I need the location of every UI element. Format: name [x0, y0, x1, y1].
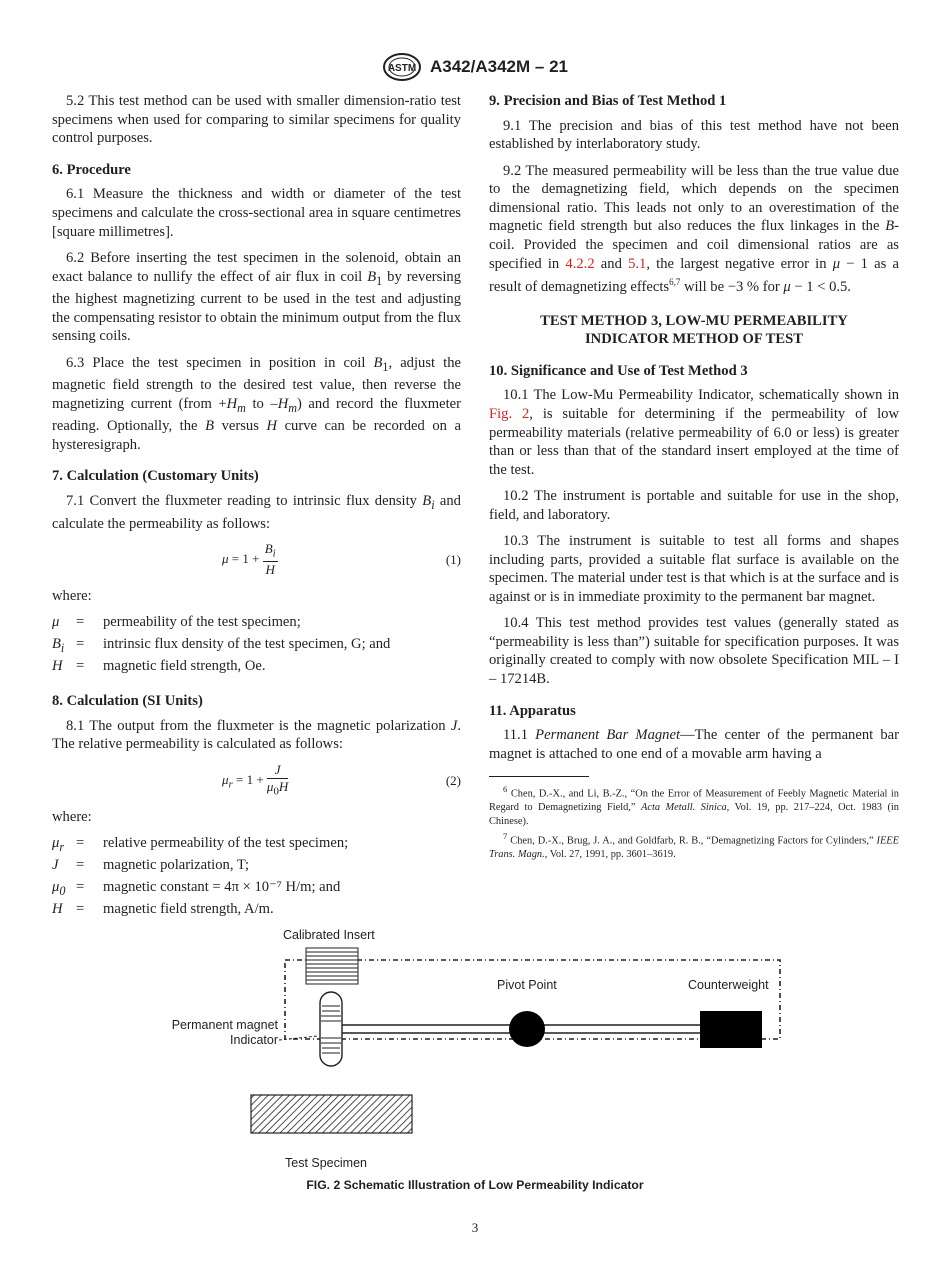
link-fig-2[interactable]: Fig. 2: [489, 405, 530, 422]
calibrated-insert: [306, 948, 358, 984]
heading-precision-bias: 9. Precision and Bias of Test Method 1: [489, 93, 727, 109]
para-10-1: 10.1 The Low-Mu Permeability Indicator, schematically shown in Fig. 2, is suitable for determining if the permeability of low permeability materials (relative permeability of 6.0 or less) is greater than or less than that of the standard insert employed at the time of the test.: [489, 387, 900, 478]
definitions-2: $\mu_r$ = relative permeability of the test specimen; J = magnetic polarization, T; $\mu_0$ = magnetic constant = 4π × 10⁻⁷ H/m; and H = magnetic field strength, A/m.: [52, 834, 349, 917]
label-permanent-magnet: Permanent magnet: [171, 1018, 278, 1032]
svg-text:ASTM: ASTM: [387, 63, 417, 74]
para-5-2: 5.2 This test method can be used with smaller dimension-ratio test specimens when used for comparing to similar specimens for quality control purposes.: [52, 93, 461, 147]
para-8-1: 8.1 The output from the fluxmeter is the magnetic polarization J. The relative permeability is calculated as follows:: [52, 717, 461, 753]
label-counterweight: Counterweight: [688, 978, 769, 992]
label-pivot-point: Pivot Point: [497, 978, 557, 992]
label-calibrated-insert: Calibrated Insert: [283, 928, 375, 942]
equation-number: (1): [445, 551, 461, 567]
page-header: [0, 52, 950, 86]
test-specimen: [251, 1095, 412, 1133]
where-label: where:: [52, 808, 92, 825]
figure-2-schematic: [160, 920, 800, 1180]
label-test-specimen: Test Specimen: [285, 1156, 367, 1170]
para-7-1: 7.1 Convert the fluxmeter reading to intrinsic flux density $B_i$ and calculate the permeability as follows:: [52, 493, 461, 532]
equation-1: μ = 1 + $\frac{B_i}{H}$ (1): [222, 540, 461, 578]
para-9-1: 9.1 The precision and bias of this test method have not been established by interlaboratory study.: [489, 117, 899, 153]
para-10-2: 10.2 The instrument is portable and suitable for use in the shop, field, and laboratory.: [489, 488, 899, 523]
link-5-1[interactable]: 5.1: [628, 255, 647, 272]
label-indicator: Indicator: [230, 1033, 278, 1047]
para-6-3: 6.3 Place the test specimen in position in coil $B_1$, adjust the magnetic field strength to the desired test value, then reverse the magnetizing current (from $+H_m$ to $-H_m$) and record the fluxmeter reading. Optionally, the B versus H curve can be recorded on a hysteresigraph.: [52, 354, 461, 453]
para-10-4: 10.4 This test method provides test values (generally stated as “permeability is less than”) suitable for specification purposes. It was originally created to comply with now obsolete Specification MIL – I – 17214B.: [489, 615, 899, 688]
pivot-point: [509, 1011, 545, 1047]
right-column: [489, 92, 899, 863]
footnote-7: $^7$ Chen, D.-X., Brug, J. A., and Goldfarb, R. B., “Demagnetizing Factors for Cylinders,” IEEE Trans. Magn., Vol. 27, 1991, pp. 3601–3619.: [489, 831, 899, 861]
left-column: [52, 92, 461, 930]
heading-apparatus: 11. Apparatus: [489, 702, 576, 719]
para-11-1: 11.1 Permanent Bar Magnet—The center of the permanent bar magnet is attached to one end of a movable arm having a: [489, 727, 899, 762]
footnote-6: $^6$ Chen, D.-X., and Li, B.-Z., “On the Error of Measurement of Feebly Magnetic Material in Regard to Demagnetizing Field,” Acta Metall. Sinica, Vol. 19, pp. 217–224, Oct. 1983 (in Chinese).: [489, 784, 899, 827]
figure-caption: FIG. 2 Schematic Illustration of Low Permeability Indicator: [306, 1178, 644, 1192]
where-label: where:: [52, 587, 92, 604]
para-10-3: 10.3 The instrument is suitable to test all forms and shapes including parts, provided a suitable flat surface is available on the specimen. The material under test is that which is at the surface and is against or is in immediate proximity to the permanent bar magnet.: [489, 533, 899, 605]
heading-calc-customary: 7. Calculation (Customary Units): [52, 468, 259, 485]
para-6-2: 6.2 Before inserting the test specimen in the solenoid, obtain an exact balance to nullify the effect of air flux in coil $B_1$ by reversing the highest magnetizing current to be used in the test and adjusting the compensating resistor to obtain the minimum output from the flux sensing coils.: [52, 249, 461, 345]
page-number: 3: [471, 1220, 479, 1235]
test-method-3-title: TEST METHOD 3, LOW-MU PERMEABILITY INDICATOR METHOD OF TEST: [540, 312, 848, 348]
heading-calc-si: 8. Calculation (SI Units): [52, 693, 203, 709]
footnote-rule: [489, 776, 589, 777]
para-9-2: 9.2 The measured permeability will be less than the true value due to the demagnetizing field, which depends on the specimen dimensional ratio. This leads not only to an overestimation of the magnetic field strength but also reduces the flux linkages in the B-coil. Provided the specimen and coil dimensional ratios are as specified in 4.2.2 and 5.1, the largest negative error in μ − 1 as a result of demagnetizing effects$^{6,7}$ will be −3 % for μ − 1 < 0.5.: [489, 162, 899, 295]
astm-logo-icon: [382, 52, 422, 82]
para-6-1: 6.1 Measure the thickness and width or diameter of the test specimens and calculate the cross-sectional area in square centimetres [square millimetres].: [52, 186, 461, 240]
heading-procedure: 6. Procedure: [52, 161, 131, 178]
equation-2: $\mu_r = 1$ + $\frac{J}{\mu_0H}$ (2): [222, 761, 461, 798]
link-4-2-2[interactable]: 4.2.2: [565, 255, 595, 272]
heading-significance: 10. Significance and Use of Test Method 3: [489, 362, 748, 379]
definitions-1: μ = permeability of the test specimen; $B_i$ = intrinsic flux density of the test specimen, G; and H = magnetic field strength, Oe.: [52, 614, 391, 675]
document-code: A342/A342M – 21: [430, 57, 568, 76]
counterweight: [700, 1011, 762, 1048]
equation-number: (2): [445, 772, 461, 788]
permanent-magnet-indicator: [320, 992, 342, 1066]
